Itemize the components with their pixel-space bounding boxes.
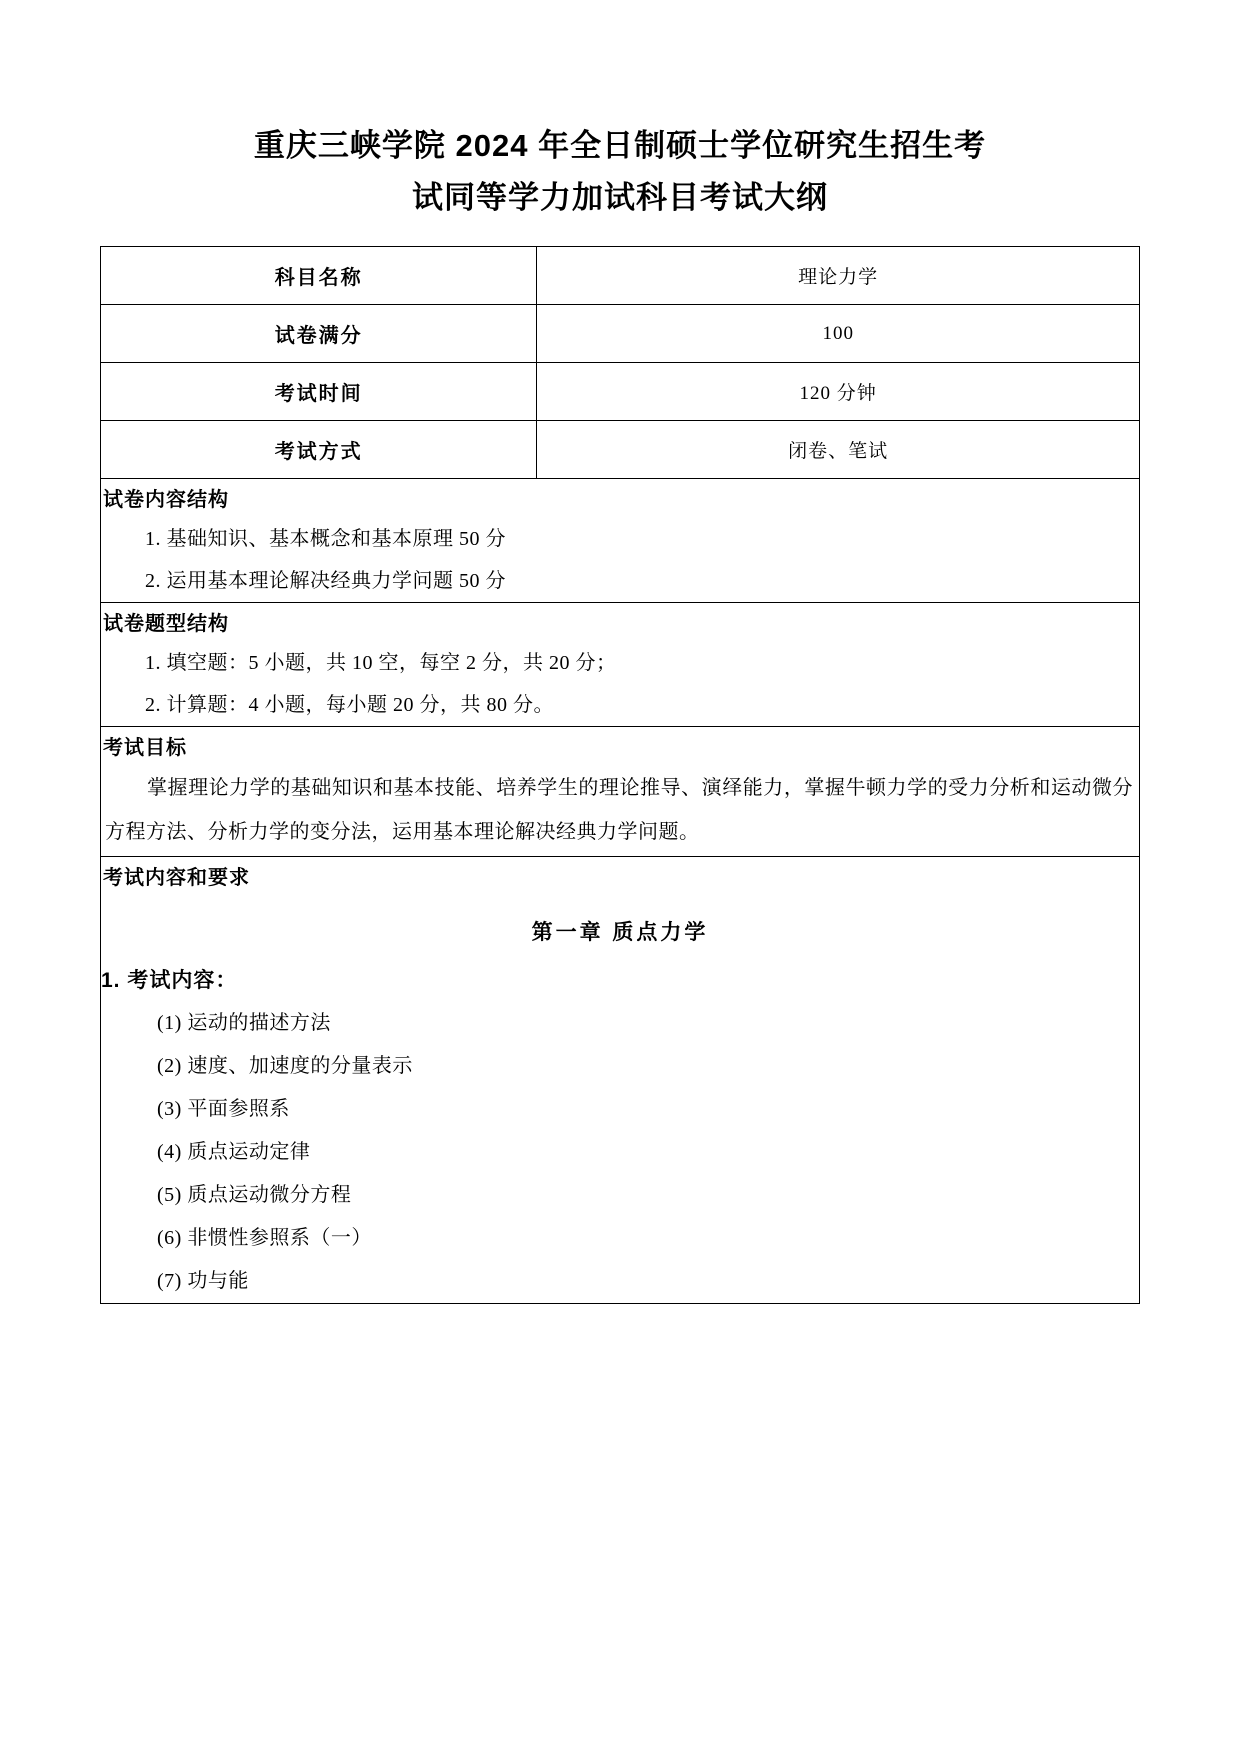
exam-content-item: (5) 质点运动微分方程: [157, 1184, 352, 1206]
table-row-question-structure: [101, 603, 1140, 727]
exam-goal-heading: 考试目标: [103, 737, 187, 759]
exam-content-item: (4) 质点运动定律: [157, 1141, 311, 1163]
table-row: [101, 363, 1140, 421]
table-row: [101, 421, 1140, 479]
content-structure-heading: 试卷内容结构: [103, 489, 229, 511]
info-label-duration: 考试时间: [101, 363, 537, 421]
exam-goal-section: [101, 727, 1140, 857]
table-row: [101, 247, 1140, 305]
exam-content-item: (7) 功与能: [157, 1270, 249, 1292]
page-title-line-2: 试同等学力加试科目考试大纲: [412, 180, 828, 215]
info-label-total-score: 试卷满分: [101, 305, 537, 363]
info-label-mode: 考试方式: [101, 421, 537, 479]
table-row-exam-content: [101, 857, 1140, 1304]
content-structure-section: [101, 479, 1140, 603]
info-value-mode: 闭卷、笔试: [537, 421, 1140, 479]
info-value-subject: 理论力学: [537, 247, 1140, 305]
content-structure-item: 1. 基础知识、基本概念和基本原理 50 分: [145, 528, 506, 550]
exam-content-section: [101, 857, 1140, 1304]
exam-outline-table: [100, 246, 1140, 1304]
question-structure-item: 2. 计算题：4 小题，每小题 20 分，共 80 分。: [145, 694, 554, 716]
info-value-duration: 120 分钟: [537, 363, 1140, 421]
exam-content-item: (3) 平面参照系: [157, 1098, 290, 1120]
exam-goal-paragraph: 掌握理论力学的基础知识和基本技能、培养学生的理论推导、演绎能力，掌握牛顿力学的受力分析和运动微分方程方法、分析力学的变分法，运用基本理论解决经典力学问题。: [105, 777, 1133, 843]
info-value-total-score: 100: [537, 305, 1140, 363]
page-title: [100, 120, 1140, 224]
exam-content-heading: 考试内容和要求: [103, 867, 250, 889]
info-label-subject: 科目名称: [101, 247, 537, 305]
exam-content-item: (1) 运动的描述方法: [157, 1012, 331, 1034]
table-row: [101, 305, 1140, 363]
exam-content-item: (6) 非惯性参照系（一）: [157, 1227, 372, 1249]
question-structure-heading: 试卷题型结构: [103, 613, 229, 635]
page-title-line-1: 重庆三峡学院 2024 年全日制硕士学位研究生招生考: [253, 128, 987, 163]
table-row-exam-goal: [101, 727, 1140, 857]
table-row-content-structure: [101, 479, 1140, 603]
content-structure-item: 2. 运用基本理论解决经典力学问题 50 分: [145, 570, 506, 592]
question-structure-item: 1. 填空题：5 小题，共 10 空，每空 2 分，共 20 分；: [145, 652, 617, 674]
exam-content-item: (2) 速度、加速度的分量表示: [157, 1055, 413, 1077]
chapter-title: 第一章 质点力学: [531, 921, 709, 944]
exam-content-subheading: 1. 考试内容：: [101, 969, 238, 992]
question-structure-section: [101, 603, 1140, 727]
